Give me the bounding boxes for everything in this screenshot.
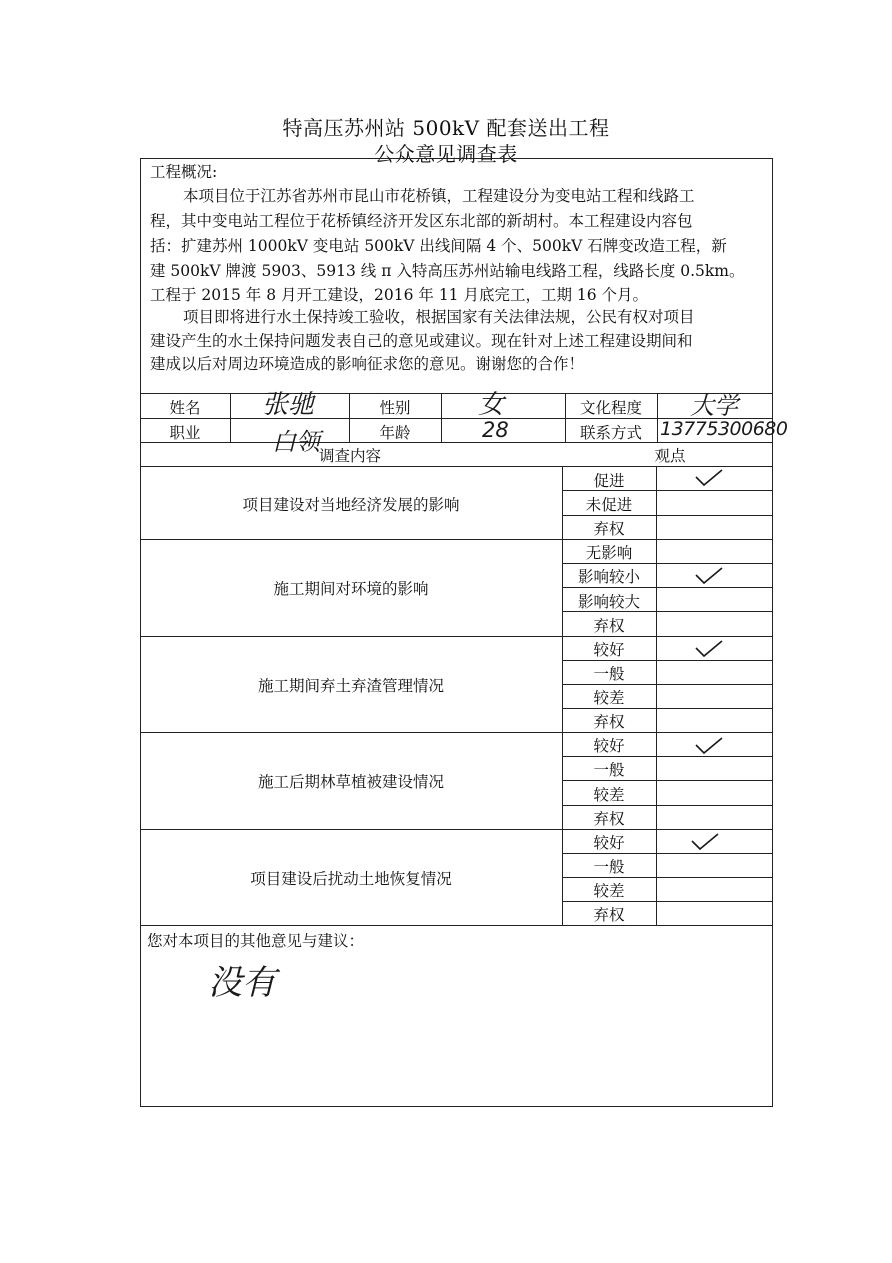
option-label[interactable]: 弃权 <box>593 713 625 731</box>
question-economy: 项目建设对当地经济发展的影响 <box>242 496 460 514</box>
overview-line: 建 500kV 牌渡 5903、5913 线 π 入特高压苏州站输电线路工程，线路长度 0.5km。 <box>150 262 745 280</box>
question-land-restoration: 项目建设后扰动土地恢复情况 <box>250 870 452 888</box>
overview-line: 本项目位于江苏省苏州市昆山市花桥镇，工程建设分为变电站工程和线路工 <box>183 187 695 205</box>
option-label[interactable]: 弃权 <box>593 520 625 538</box>
checkmark-icon <box>694 639 724 659</box>
option-label[interactable]: 弃权 <box>593 906 625 924</box>
option-label[interactable]: 较好 <box>593 737 625 755</box>
age-value: 28 <box>482 418 509 442</box>
option-label[interactable]: 未促进 <box>585 496 633 514</box>
option-label[interactable]: 较差 <box>593 882 625 900</box>
option-label[interactable]: 影响较小 <box>577 568 640 586</box>
option-label[interactable]: 促进 <box>593 472 625 490</box>
question-spoil-management: 施工期间弃土弃渣管理情况 <box>257 677 444 695</box>
checkmark-icon <box>694 736 724 756</box>
education-value: 大学 <box>690 392 738 420</box>
overview-line: 工程于 2015 年 8 月开工建设，2016 年 11 月底完工，工期 16 个月。 <box>150 286 649 304</box>
column-header-opinion: 观点 <box>654 447 686 465</box>
option-label[interactable]: 一般 <box>593 665 625 683</box>
overview-line: 建成以后对周边环境造成的影响征求您的意见。谢谢您的合作！ <box>150 355 585 373</box>
overview-line: 项目即将进行水土保持竣工验收，根据国家有关法律法规，公民有权对项目 <box>183 308 695 326</box>
occupation-value: 白领 <box>272 428 320 456</box>
checkmark-icon <box>694 468 724 488</box>
option-label[interactable]: 弃权 <box>593 810 625 828</box>
overview-label: 工程概况: <box>150 163 218 181</box>
column-header-content: 调查内容 <box>318 447 381 465</box>
option-label[interactable]: 无影响 <box>585 544 633 562</box>
page-subtitle: 公众意见调查表 <box>374 142 518 166</box>
option-label[interactable]: 较差 <box>593 786 625 804</box>
option-label[interactable]: 较好 <box>593 834 625 852</box>
option-label[interactable]: 较好 <box>593 641 625 659</box>
option-label[interactable]: 影响较大 <box>577 593 640 611</box>
overview-line: 括：扩建苏州 1000kV 变电站 500kV 出线间隔 4 个、500kV 石牌变改造工程，新 <box>150 237 727 255</box>
education-label: 文化程度 <box>579 399 642 417</box>
age-label: 年龄 <box>379 424 411 442</box>
name-value: 张驰 <box>262 390 315 420</box>
question-vegetation: 施工后期林草植被建设情况 <box>257 773 444 791</box>
gender-value: 女 <box>478 390 505 420</box>
comments-value: 没有 <box>208 963 276 1003</box>
checkmark-icon <box>694 566 724 586</box>
option-label[interactable]: 一般 <box>593 761 625 779</box>
contact-value: 13775300680 <box>660 418 788 440</box>
occupation-label: 职业 <box>169 424 201 442</box>
overview-line: 程，其中变电站工程位于花桥镇经济开发区东北部的新胡村。本工程建设内容包 <box>150 212 693 230</box>
comments-label: 您对本项目的其他意见与建议： <box>147 932 365 950</box>
gender-label: 性别 <box>379 399 411 417</box>
name-label: 姓名 <box>169 399 201 417</box>
contact-label: 联系方式 <box>579 424 642 442</box>
checkmark-icon <box>690 832 720 852</box>
option-label[interactable]: 弃权 <box>593 617 625 635</box>
question-environment: 施工期间对环境的影响 <box>273 580 429 598</box>
overview-line: 建设产生的水土保持问题发表自己的意见或建议。现在针对上述工程建设期间和 <box>150 332 693 350</box>
option-label[interactable]: 较差 <box>593 689 625 707</box>
option-label[interactable]: 一般 <box>593 858 625 876</box>
page-title: 特高压苏州站 500kV 配套送出工程 <box>282 116 610 140</box>
